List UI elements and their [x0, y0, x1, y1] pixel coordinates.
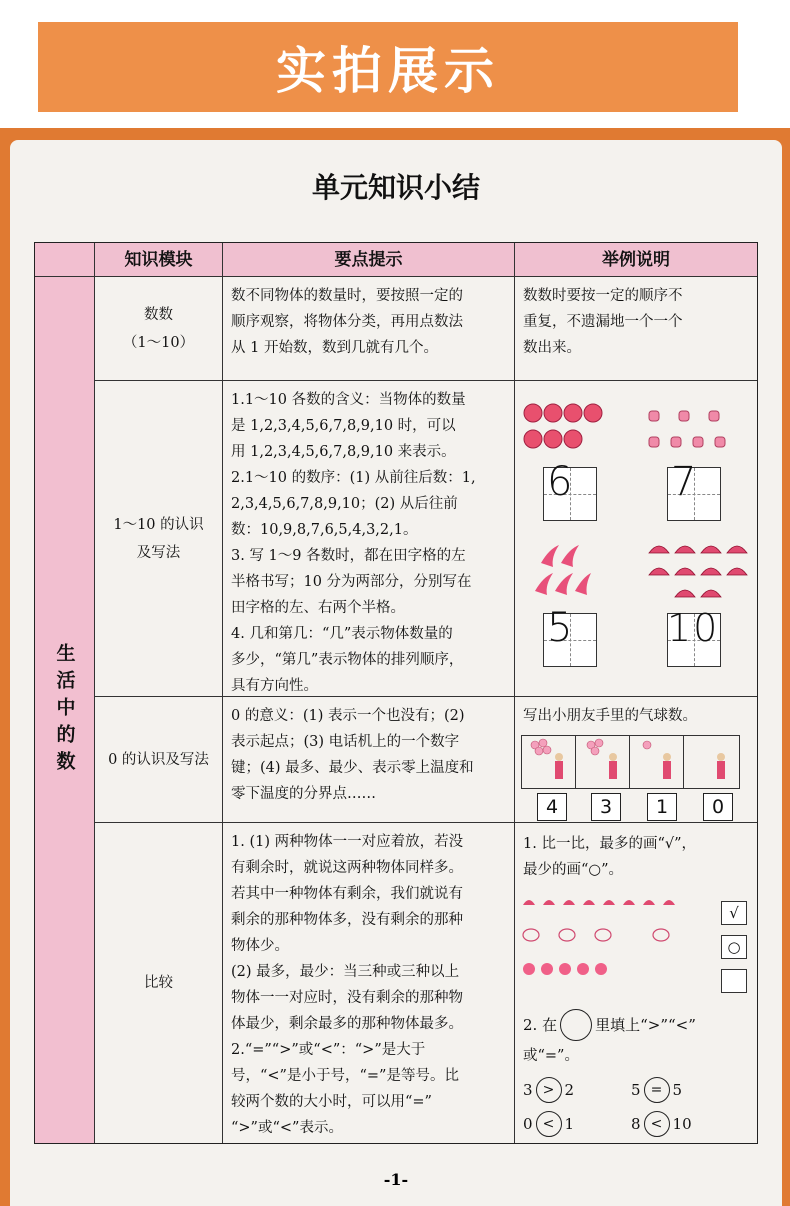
row1-points — [223, 277, 515, 381]
row2-example — [515, 381, 757, 697]
row1-example-line: 重复，不遗漏地一个一个 — [523, 314, 683, 330]
bananas-icon — [531, 541, 591, 597]
row3-module-line1: 0 的认识及写法 — [108, 751, 209, 768]
row3-point-line: 键；(4) 最多、最少、表示零上温度和 — [231, 760, 474, 776]
comparison-3 — [523, 1111, 574, 1137]
balloon-question: 写出小朋友手里的气球数。 — [523, 708, 697, 724]
row3-point-line: 表示起点；(3) 电话机上的一个数字 — [231, 734, 460, 750]
row1-module-line2: （1～10） — [122, 334, 195, 351]
row2-point-line: 2,3,4,5,6,7,8,9,10；(2) 从后往前 — [231, 496, 458, 512]
header-module: 知识模块 — [95, 243, 223, 277]
compare-q2-part2: 里填上“>”“<” — [595, 1016, 696, 1034]
row2-point-line: 具有方向性。 — [231, 678, 318, 694]
comparison-right: 2 — [564, 1081, 575, 1099]
row3-points — [223, 697, 515, 823]
comparison-4 — [631, 1111, 692, 1137]
comparison-right: 10 — [672, 1115, 692, 1133]
row4-point-line: (2) 最多，最少：当三种或三种以上 — [231, 964, 460, 980]
comparison-left: 3 — [523, 1081, 533, 1099]
row2-point-line: 1.1～10 各数的含义：当物体的数量 — [231, 392, 466, 408]
comparison-1 — [523, 1077, 574, 1103]
row2-point-line: 3. 写 1～9 各数时，都在田字格的左 — [231, 548, 466, 564]
row2-point-line: 半格书写；10 分为两部分，分别写在 — [231, 574, 472, 590]
balloon-count-2: 3 — [591, 793, 621, 821]
mushrooms-icon — [647, 539, 751, 601]
comparison-op: > — [536, 1077, 562, 1103]
corner-cell — [35, 243, 95, 277]
digit-10: 10 — [667, 606, 720, 650]
row4-point-line: “>”或“<”表示。 — [231, 1120, 343, 1136]
mark-box-empty — [721, 969, 747, 993]
row4-module-line1: 比较 — [144, 975, 173, 991]
side-label-cell — [35, 277, 95, 1143]
header-examples: 举例说明 — [515, 243, 757, 277]
compare-question-2 — [523, 1009, 696, 1041]
candies-icon — [641, 407, 741, 455]
row3-example — [515, 697, 757, 823]
side-label: 生活中的数 — [53, 642, 76, 778]
row1-module — [95, 277, 223, 381]
page — [10, 140, 782, 1206]
digit-7: 7 — [671, 459, 697, 505]
compare-q2-part1: 2. 在 — [523, 1016, 558, 1034]
mark-box-most: √ — [721, 901, 747, 925]
row4-point-line: 剩余的那种物体多，没有剩余的那种 — [231, 912, 463, 928]
row3-point-line: 0 的意义：(1) 表示一个也没有；(2) — [231, 708, 465, 724]
balloon-count-4: 0 — [703, 793, 733, 821]
row4-example — [515, 823, 757, 1143]
row4-point-line: 1. (1) 两种物体一一对应着放，若没 — [231, 834, 464, 850]
comparison-op: = — [644, 1077, 670, 1103]
compare-question-line: 1. 比一比，最多的画“√”， — [523, 836, 697, 852]
blank-circle-icon — [560, 1009, 592, 1041]
balloon-count-3: 1 — [647, 793, 677, 821]
compare-question-line: 最少的画“○”。 — [523, 862, 623, 878]
header-points: 要点提示 — [223, 243, 515, 277]
row4-point-line: 号，“<”是小于号，“=”是等号。比 — [231, 1068, 459, 1084]
row4-point-line: 体最少，剩余最多的那种物体最多。 — [231, 1016, 463, 1032]
summary-table — [34, 242, 758, 1144]
comparison-2 — [631, 1077, 682, 1103]
banner — [38, 22, 738, 112]
comparison-right: 5 — [672, 1081, 683, 1099]
banner-title: 实拍展示 — [276, 42, 500, 100]
apples-icon — [521, 401, 605, 453]
row1-module-line1: 数数 — [144, 306, 173, 323]
row3-module — [95, 697, 223, 823]
row2-module-line2: 及写法 — [136, 544, 181, 561]
digit-5: 5 — [547, 605, 573, 651]
row4-point-line: 有剩余时，就说这两种物体同样多。 — [231, 860, 463, 876]
row4-point-line: 较两个数的大小时，可以用“=” — [231, 1094, 432, 1110]
row1-point-line: 顺序观察，将物体分类，再用点数法 — [231, 314, 463, 330]
comparison-left: 8 — [631, 1115, 641, 1133]
page-number: -1- — [383, 1170, 409, 1189]
mark-box-least: ○ — [721, 935, 747, 959]
row4-point-line: 物体一一对应时，没有剩余的那种物 — [231, 990, 463, 1006]
page-title: 单元知识小结 — [311, 171, 480, 204]
row2-point-line: 用 1,2,3,4,5,6,7,8,9,10 来表示。 — [231, 444, 456, 460]
row4-point-line: 物体少。 — [231, 938, 289, 954]
row2-point-line: 4. 几和第几：“几”表示物体数量的 — [231, 626, 453, 642]
row1-example — [515, 277, 757, 381]
row2-points — [223, 381, 515, 697]
comparison-op: < — [644, 1111, 670, 1137]
row1-point-line: 数不同物体的数量时，要按照一定的 — [231, 288, 463, 304]
comparison-left: 5 — [631, 1081, 641, 1099]
row2-module — [95, 381, 223, 697]
row1-point-line: 从 1 开始数，数到几就有几个。 — [231, 340, 438, 356]
fruit-rows-icon — [521, 895, 691, 981]
comparison-op: < — [536, 1111, 562, 1137]
compare-q2-part3: 或“=”。 — [523, 1048, 579, 1064]
row2-point-line: 2.1～10 的数序：(1) 从前往后数：1, — [231, 470, 476, 486]
row2-point-line: 是 1,2,3,4,5,6,7,8,9,10 时，可以 — [231, 418, 456, 434]
row2-point-line: 田字格的左、右两个半格。 — [231, 600, 405, 616]
row2-module-line1: 1～10 的认识 — [113, 516, 204, 533]
row1-example-line: 数出来。 — [523, 340, 581, 356]
compare-question-1 — [523, 831, 696, 883]
row4-module — [95, 823, 223, 1143]
row2-point-line: 数：10,9,8,7,6,5,4,3,2,1。 — [231, 522, 418, 538]
row4-points — [223, 823, 515, 1143]
balloon-count-1: 4 — [537, 793, 567, 821]
balloon-kids-icon — [521, 735, 741, 789]
row4-point-line: 2.“=”“>”或“<”：“>”是大于 — [231, 1042, 426, 1058]
comparison-right: 1 — [564, 1115, 575, 1133]
row1-example-line: 数数时要按一定的顺序不 — [523, 288, 683, 304]
row2-point-line: 多少，“第几”表示物体的排列顺序， — [231, 652, 464, 668]
row3-point-line: 零下温度的分界点…… — [231, 786, 376, 802]
row4-point-line: 若其中一种物体有剩余，我们就说有 — [231, 886, 463, 902]
comparison-left: 0 — [523, 1115, 533, 1133]
digit-6: 6 — [547, 459, 573, 505]
